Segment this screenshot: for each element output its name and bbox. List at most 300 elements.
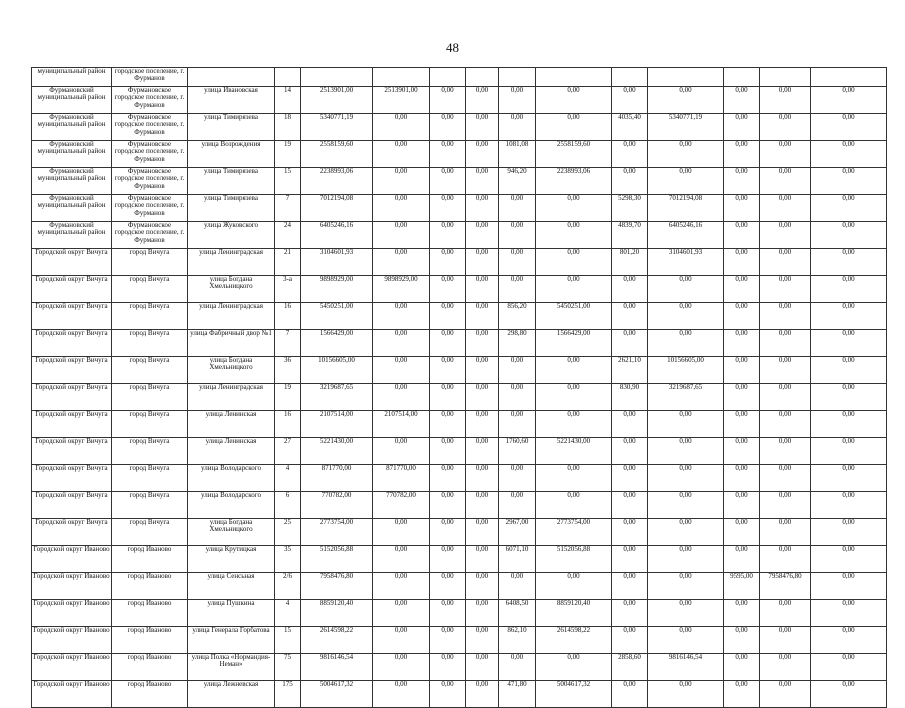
table-cell: 0,00: [811, 168, 887, 195]
table-cell: 0,00: [466, 303, 499, 330]
table-cell: 0,00: [724, 330, 760, 357]
table-cell: 36: [275, 357, 301, 384]
table-cell: 0,00: [499, 573, 536, 600]
table-cell: 0,00: [811, 600, 887, 627]
table-cell: город Вичуга: [112, 519, 188, 546]
table-cell: 0,00: [466, 168, 499, 195]
table-cell: 0,00: [648, 492, 724, 519]
table-cell: 0,00: [811, 195, 887, 222]
table-row: [32, 627, 887, 654]
table-cell: 0,00: [811, 87, 887, 114]
table-row: [32, 492, 887, 519]
table-cell: 2858,60: [612, 654, 648, 681]
table-cell: муниципальный район: [32, 68, 112, 87]
table-cell: 2558159,60: [301, 141, 373, 168]
table-cell: город Иваново: [112, 681, 188, 708]
table-cell: 0,00: [373, 519, 430, 546]
table-cell: 0,00: [612, 168, 648, 195]
table-row: [32, 87, 887, 114]
table-cell: 14: [275, 87, 301, 114]
table-cell: улица Фабричный двор №1: [188, 330, 275, 357]
table-cell: 3219687,65: [301, 384, 373, 411]
table-cell: 0,00: [760, 114, 811, 141]
table-cell: 10156605,00: [648, 357, 724, 384]
table-row: [32, 276, 887, 303]
table-cell: 0,00: [373, 384, 430, 411]
table-cell: Фурмановское городское поселение, г. Фурманов: [112, 141, 188, 168]
table-cell: 3104601,93: [301, 249, 373, 276]
table-cell: 0,00: [811, 438, 887, 465]
table-cell: Городской округ Иваново: [32, 573, 112, 600]
table-row: [32, 438, 887, 465]
table-cell: улица Крутицкая: [188, 546, 275, 573]
table-cell: Городской округ Иваново: [32, 600, 112, 627]
table-cell: Городской округ Вичуга: [32, 357, 112, 384]
table-cell: 2614598,22: [536, 627, 612, 654]
table-cell: 0,00: [612, 573, 648, 600]
table-cell: улица Ивановская: [188, 87, 275, 114]
table-cell: улица Полка «Нормандия-Неман»: [188, 654, 275, 681]
table-cell: 9898929,00: [301, 276, 373, 303]
table-cell: 6405246,16: [301, 222, 373, 249]
table-cell: 0,00: [612, 519, 648, 546]
table-cell: улица Тимирязева: [188, 168, 275, 195]
table-cell: 0,00: [373, 330, 430, 357]
table-cell: Городской округ Вичуга: [32, 384, 112, 411]
table-cell: 0,00: [430, 492, 466, 519]
table-cell: 0,00: [430, 330, 466, 357]
table-cell: улица Володарского: [188, 492, 275, 519]
table-cell: 9595,00: [724, 573, 760, 600]
table-cell: город Иваново: [112, 600, 188, 627]
table-cell: 0,00: [811, 276, 887, 303]
table-cell: Фурмановский муниципальный район: [32, 141, 112, 168]
table-row: [32, 195, 887, 222]
table-cell: 0,00: [373, 249, 430, 276]
table-cell: 0,00: [724, 141, 760, 168]
table-cell: 6408,50: [499, 600, 536, 627]
table-cell: 0,00: [499, 195, 536, 222]
table-cell: 0,00: [466, 411, 499, 438]
table-cell: 0,00: [466, 519, 499, 546]
table-cell: 801,20: [612, 249, 648, 276]
table-cell: 0,00: [811, 141, 887, 168]
table-cell: 0,00: [466, 222, 499, 249]
table-cell: 0,00: [760, 600, 811, 627]
table-cell: 0,00: [536, 249, 612, 276]
table-cell: 0,00: [612, 681, 648, 708]
page-number: 48: [446, 40, 459, 55]
table-cell: 0,00: [466, 438, 499, 465]
table-cell: [301, 68, 373, 87]
table-cell: улица Ленинградская: [188, 384, 275, 411]
table-cell: 2773754,00: [301, 519, 373, 546]
table-cell: Фурмановский муниципальный район: [32, 222, 112, 249]
table-cell: город Иваново: [112, 654, 188, 681]
table-cell: 0,00: [536, 654, 612, 681]
table-cell: 0,00: [648, 465, 724, 492]
table-cell: улица Сенсьная: [188, 573, 275, 600]
table-cell: 0,00: [430, 384, 466, 411]
table-cell: 5298,30: [612, 195, 648, 222]
table-cell: 0,00: [811, 222, 887, 249]
table-cell: 25: [275, 519, 301, 546]
table-cell: 0,00: [648, 168, 724, 195]
table-cell: 0,00: [536, 276, 612, 303]
table-cell: 3219687,65: [648, 384, 724, 411]
table-cell: 0,00: [811, 357, 887, 384]
table-cell: 5340771,19: [648, 114, 724, 141]
table-cell: 0,00: [648, 87, 724, 114]
table-cell: 0,00: [466, 573, 499, 600]
table-cell: 770782,00: [301, 492, 373, 519]
table-cell: 0,00: [430, 519, 466, 546]
table-cell: 0,00: [811, 303, 887, 330]
table-cell: [430, 68, 466, 87]
table-cell: [466, 68, 499, 87]
table-cell: 0,00: [466, 87, 499, 114]
table-cell: город Вичуга: [112, 303, 188, 330]
table-cell: 7958476,80: [760, 573, 811, 600]
table-cell: 6: [275, 492, 301, 519]
table-cell: город Иваново: [112, 627, 188, 654]
table-cell: 9816146,54: [301, 654, 373, 681]
table-cell: 0,00: [373, 195, 430, 222]
table-cell: 0,00: [373, 681, 430, 708]
table-cell: 7958476,80: [301, 573, 373, 600]
table-cell: 1760,60: [499, 438, 536, 465]
table-cell: 0,00: [811, 573, 887, 600]
table-cell: Фурмановское городское поселение, г. Фурманов: [112, 222, 188, 249]
table-cell: 0,00: [466, 600, 499, 627]
table-cell: Фурмановский муниципальный район: [32, 168, 112, 195]
table-cell: 0,00: [760, 411, 811, 438]
table-row: [32, 654, 887, 681]
table-cell: Городской округ Вичуга: [32, 330, 112, 357]
table-cell: Фурмановский муниципальный район: [32, 195, 112, 222]
table-cell: 1081,08: [499, 141, 536, 168]
table-cell: 2621,10: [612, 357, 648, 384]
table-cell: город Вичуга: [112, 357, 188, 384]
table-cell: 6071,10: [499, 546, 536, 573]
table-cell: [275, 68, 301, 87]
table-cell: 0,00: [760, 438, 811, 465]
table-cell: 0,00: [499, 384, 536, 411]
table-cell: 7012194,08: [648, 195, 724, 222]
table-cell: 6405246,16: [648, 222, 724, 249]
table-cell: [811, 68, 887, 87]
table-cell: 3104601,93: [648, 249, 724, 276]
table-cell: 770782,00: [373, 492, 430, 519]
table-cell: 0,00: [373, 438, 430, 465]
table-cell: 0,00: [373, 357, 430, 384]
table-row: [32, 519, 887, 546]
table-cell: улица Володарского: [188, 465, 275, 492]
table-cell: 0,00: [724, 654, 760, 681]
table-cell: 0,00: [430, 546, 466, 573]
table-cell: 4035,40: [612, 114, 648, 141]
table-row: [32, 411, 887, 438]
table-cell: 4: [275, 600, 301, 627]
table-cell: 871770,00: [301, 465, 373, 492]
table-cell: 5221430,00: [301, 438, 373, 465]
table-cell: 0,00: [724, 411, 760, 438]
table-cell: 5152056,88: [536, 546, 612, 573]
table-row: [32, 114, 887, 141]
table-cell: 0,00: [499, 276, 536, 303]
table-cell: 0,00: [430, 438, 466, 465]
table-cell: 2/6: [275, 573, 301, 600]
table-cell: 856,20: [499, 303, 536, 330]
table-cell: [373, 68, 430, 87]
table-cell: 0,00: [499, 87, 536, 114]
table-cell: 0,00: [724, 222, 760, 249]
table-cell: 946,20: [499, 168, 536, 195]
table-cell: город Иваново: [112, 546, 188, 573]
table-cell: 0,00: [648, 141, 724, 168]
table-cell: 0,00: [648, 438, 724, 465]
table-cell: 0,00: [466, 114, 499, 141]
table-cell: 0,00: [536, 465, 612, 492]
table-cell: 0,00: [724, 276, 760, 303]
table-cell: 0,00: [430, 222, 466, 249]
table-cell: 9816146,54: [648, 654, 724, 681]
table-cell: 35: [275, 546, 301, 573]
table-cell: 7: [275, 330, 301, 357]
table-cell: Фурмановское городское поселение, г. Фурманов: [112, 114, 188, 141]
table-row: [32, 573, 887, 600]
table-cell: Городской округ Вичуга: [32, 438, 112, 465]
table-cell: 0,00: [612, 276, 648, 303]
table-cell: 0,00: [430, 627, 466, 654]
table-cell: улица Генерала Горбатова: [188, 627, 275, 654]
table-cell: 0,00: [760, 141, 811, 168]
table-cell: 0,00: [430, 357, 466, 384]
table-cell: 0,00: [499, 654, 536, 681]
table-cell: [536, 68, 612, 87]
table-cell: 2238993,06: [536, 168, 612, 195]
table-cell: 0,00: [536, 222, 612, 249]
table-cell: 1566429,00: [301, 330, 373, 357]
table-cell: 0,00: [648, 546, 724, 573]
table-cell: улица Богдана Хмельницкого: [188, 519, 275, 546]
table-cell: 0,00: [648, 276, 724, 303]
table-cell: 0,00: [648, 627, 724, 654]
table-cell: 0,00: [499, 114, 536, 141]
table-cell: 0,00: [811, 330, 887, 357]
table-cell: Городской округ Вичуга: [32, 249, 112, 276]
table-cell: 0,00: [536, 492, 612, 519]
table-cell: 0,00: [536, 384, 612, 411]
table-cell: 0,00: [760, 384, 811, 411]
table-cell: 0,00: [811, 492, 887, 519]
table-cell: [188, 68, 275, 87]
table-cell: 0,00: [760, 627, 811, 654]
table-cell: город Вичуга: [112, 384, 188, 411]
table-cell: Городской округ Иваново: [32, 627, 112, 654]
table-cell: 0,00: [612, 492, 648, 519]
table-cell: Городской округ Вичуга: [32, 519, 112, 546]
table-row: [32, 465, 887, 492]
table-cell: 75: [275, 654, 301, 681]
table-cell: 7012194,08: [301, 195, 373, 222]
table-cell: 0,00: [430, 465, 466, 492]
table-cell: 7: [275, 195, 301, 222]
table-row: [32, 600, 887, 627]
table-cell: 0,00: [499, 411, 536, 438]
table-cell: 0,00: [724, 627, 760, 654]
table-cell: 0,00: [430, 600, 466, 627]
table-cell: 0,00: [466, 681, 499, 708]
table-row: [32, 384, 887, 411]
table-cell: 0,00: [724, 438, 760, 465]
table-cell: 830,90: [612, 384, 648, 411]
table-cell: 1566429,00: [536, 330, 612, 357]
table-cell: 0,00: [373, 546, 430, 573]
table-cell: 2614598,22: [301, 627, 373, 654]
table-cell: 0,00: [760, 654, 811, 681]
table-cell: 0,00: [648, 411, 724, 438]
table-cell: 0,00: [724, 519, 760, 546]
table-cell: 0,00: [430, 654, 466, 681]
table-cell: 0,00: [724, 87, 760, 114]
table-cell: город Вичуга: [112, 438, 188, 465]
table-cell: 298,80: [499, 330, 536, 357]
table-cell: город Вичуга: [112, 330, 188, 357]
table-cell: 0,00: [724, 114, 760, 141]
table-cell: 0,00: [430, 303, 466, 330]
table-row: [32, 141, 887, 168]
table-cell: 0,00: [760, 222, 811, 249]
table-cell: 2773754,00: [536, 519, 612, 546]
table-cell: Городской округ Вичуга: [32, 303, 112, 330]
table-row: [32, 330, 887, 357]
table-cell: улица Ленинградская: [188, 303, 275, 330]
table-cell: 0,00: [466, 357, 499, 384]
table-cell: 0,00: [430, 276, 466, 303]
table-cell: 0,00: [536, 411, 612, 438]
table-cell: Фурмановский муниципальный район: [32, 114, 112, 141]
table-cell: 0,00: [724, 249, 760, 276]
table-cell: 0,00: [648, 573, 724, 600]
table-cell: 0,00: [760, 249, 811, 276]
table-cell: 0,00: [724, 195, 760, 222]
data-table: [31, 67, 887, 708]
table-row: [32, 168, 887, 195]
table-cell: 0,00: [612, 546, 648, 573]
table-cell: Городской округ Иваново: [32, 654, 112, 681]
table-cell: 2513901,00: [373, 87, 430, 114]
table-cell: 862,10: [499, 627, 536, 654]
table-cell: 0,00: [466, 384, 499, 411]
table-cell: 10156605,00: [301, 357, 373, 384]
table-cell: Фурмановское городское поселение, г. Фурманов: [112, 87, 188, 114]
table-row: [32, 303, 887, 330]
table-row: [32, 222, 887, 249]
table-cell: 2238993,06: [301, 168, 373, 195]
table-cell: 0,00: [373, 168, 430, 195]
table-row: [32, 357, 887, 384]
table-cell: 175: [275, 681, 301, 708]
table-cell: 0,00: [612, 465, 648, 492]
table-cell: Фурмановское городское поселение, г. Фурманов: [112, 168, 188, 195]
table-cell: 0,00: [373, 627, 430, 654]
table-cell: улица Ленинская: [188, 438, 275, 465]
table-cell: 0,00: [466, 330, 499, 357]
table-cell: 15: [275, 627, 301, 654]
table-cell: 0,00: [373, 654, 430, 681]
table-cell: 0,00: [373, 141, 430, 168]
table-cell: улица Лежневская: [188, 681, 275, 708]
table-cell: 0,00: [648, 681, 724, 708]
table-cell: Фурмановский муниципальный район: [32, 87, 112, 114]
table-cell: 0,00: [612, 600, 648, 627]
table-cell: 2107514,00: [301, 411, 373, 438]
table-cell: 0,00: [499, 492, 536, 519]
table-cell: 0,00: [466, 249, 499, 276]
table-cell: 0,00: [760, 168, 811, 195]
table-cell: 2967,00: [499, 519, 536, 546]
table-cell: улица Пушкина: [188, 600, 275, 627]
table-cell: 0,00: [536, 357, 612, 384]
table-cell: 9898929,00: [373, 276, 430, 303]
table-cell: 0,00: [724, 168, 760, 195]
table-cell: 0,00: [430, 114, 466, 141]
table-cell: 0,00: [536, 87, 612, 114]
table-cell: город Иваново: [112, 573, 188, 600]
table-cell: 0,00: [612, 627, 648, 654]
table-cell: 0,00: [724, 303, 760, 330]
table-cell: улица Жуковского: [188, 222, 275, 249]
table-cell: 0,00: [648, 330, 724, 357]
table-cell: 0,00: [466, 492, 499, 519]
table-cell: 0,00: [760, 195, 811, 222]
table-cell: 2513901,00: [301, 87, 373, 114]
table-cell: 0,00: [811, 546, 887, 573]
table-cell: 5340771,19: [301, 114, 373, 141]
table-cell: 16: [275, 303, 301, 330]
table-cell: 0,00: [760, 546, 811, 573]
table-cell: 5450251,00: [536, 303, 612, 330]
table-cell: 0,00: [760, 465, 811, 492]
table-cell: улица Тимирязева: [188, 195, 275, 222]
table-cell: 0,00: [648, 519, 724, 546]
table-cell: 0,00: [466, 627, 499, 654]
table-cell: город Вичуга: [112, 492, 188, 519]
table-cell: 0,00: [430, 87, 466, 114]
table-cell: улица Ленинградская: [188, 249, 275, 276]
table-cell: город Вичуга: [112, 465, 188, 492]
table-cell: 0,00: [466, 654, 499, 681]
table-cell: 21: [275, 249, 301, 276]
table-cell: 0,00: [430, 411, 466, 438]
table-cell: 0,00: [724, 681, 760, 708]
table-cell: 0,00: [648, 303, 724, 330]
table-cell: Городской округ Вичуга: [32, 492, 112, 519]
table-cell: улица Возрождения: [188, 141, 275, 168]
table-cell: [499, 68, 536, 87]
table-cell: 0,00: [811, 411, 887, 438]
table-cell: 5221430,00: [536, 438, 612, 465]
table-cell: 0,00: [612, 411, 648, 438]
table-cell: Городской округ Вичуга: [32, 411, 112, 438]
table-cell: городское поселение, г. Фурманов: [112, 68, 188, 87]
table-cell: 8859120,40: [536, 600, 612, 627]
table-cell: 0,00: [760, 303, 811, 330]
table-cell: 5450251,00: [301, 303, 373, 330]
table-row: [32, 68, 887, 87]
table-cell: 0,00: [811, 114, 887, 141]
